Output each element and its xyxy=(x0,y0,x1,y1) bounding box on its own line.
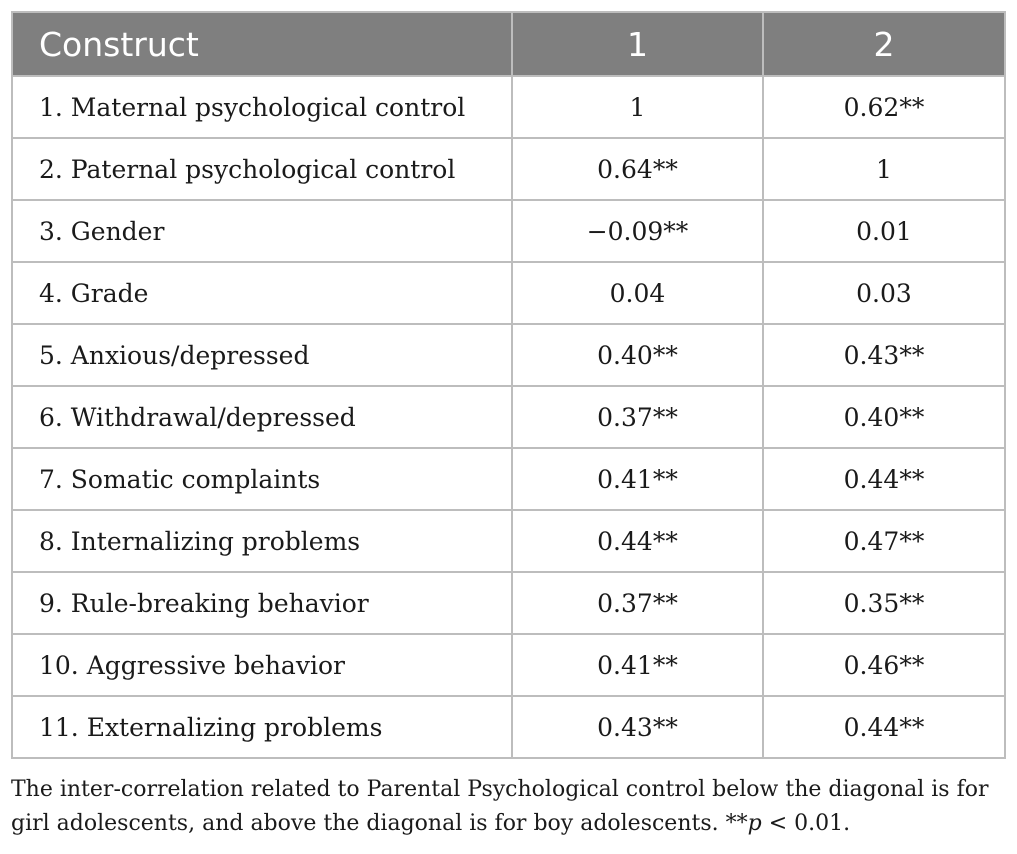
value-cell-col-1: 0.43** xyxy=(512,696,763,758)
value-cell-col-1: 0.41** xyxy=(512,634,763,696)
correlation-table-container xyxy=(11,11,1004,759)
value-cell-col-2: 0.35** xyxy=(763,572,1005,634)
construct-cell: 4. Grade xyxy=(12,262,512,324)
construct-cell: 6. Withdrawal/depressed xyxy=(12,386,512,448)
value-cell-col-1: 0.37** xyxy=(512,386,763,448)
table-row xyxy=(12,324,1005,386)
table-row xyxy=(12,634,1005,696)
table-row xyxy=(12,76,1005,138)
table-footnote xyxy=(11,773,1011,841)
construct-cell: 3. Gender xyxy=(12,200,512,262)
correlation-table xyxy=(11,11,1006,759)
value-cell-col-2: 0.43** xyxy=(763,324,1005,386)
table-row xyxy=(12,510,1005,572)
value-cell-col-2: 0.03 xyxy=(763,262,1005,324)
value-cell-col-1: −0.09** xyxy=(512,200,763,262)
value-cell-col-1: 1 xyxy=(512,76,763,138)
table-row xyxy=(12,448,1005,510)
value-cell-col-2: 0.62** xyxy=(763,76,1005,138)
footnote-threshold: < 0.01. xyxy=(761,811,851,836)
table-row xyxy=(12,262,1005,324)
header-col-1: 1 xyxy=(512,12,763,76)
table-row xyxy=(12,138,1005,200)
value-cell-col-1: 0.04 xyxy=(512,262,763,324)
value-cell-col-1: 0.40** xyxy=(512,324,763,386)
value-cell-col-1: 0.64** xyxy=(512,138,763,200)
construct-cell: 7. Somatic complaints xyxy=(12,448,512,510)
table-row xyxy=(12,386,1005,448)
header-construct: Construct xyxy=(12,12,512,76)
construct-cell: 10. Aggressive behavior xyxy=(12,634,512,696)
construct-cell: 5. Anxious/depressed xyxy=(12,324,512,386)
value-cell-col-2: 0.44** xyxy=(763,696,1005,758)
table-row xyxy=(12,572,1005,634)
value-cell-col-2: 0.46** xyxy=(763,634,1005,696)
construct-cell: 11. Externalizing problems xyxy=(12,696,512,758)
header-col-2: 2 xyxy=(763,12,1005,76)
construct-cell: 2. Paternal psychological control xyxy=(12,138,512,200)
value-cell-col-2: 0.47** xyxy=(763,510,1005,572)
value-cell-col-1: 0.37** xyxy=(512,572,763,634)
table-row xyxy=(12,200,1005,262)
header-row xyxy=(12,12,1005,76)
value-cell-col-2: 0.01 xyxy=(763,200,1005,262)
value-cell-col-2: 0.40** xyxy=(763,386,1005,448)
value-cell-col-2: 0.44** xyxy=(763,448,1005,510)
value-cell-col-1: 0.44** xyxy=(512,510,763,572)
footnote-p-symbol: p xyxy=(747,811,762,836)
value-cell-col-1: 0.41** xyxy=(512,448,763,510)
construct-cell: 8. Internalizing problems xyxy=(12,510,512,572)
value-cell-col-2: 1 xyxy=(763,138,1005,200)
table-row xyxy=(12,696,1005,758)
construct-cell: 1. Maternal psychological control xyxy=(12,76,512,138)
footnote-text: The inter-correlation related to Parental Psychological control below the diagonal is for girl adolescents, and above the diagonal is for boy adolescents. ** xyxy=(11,777,989,836)
construct-cell: 9. Rule-breaking behavior xyxy=(12,572,512,634)
